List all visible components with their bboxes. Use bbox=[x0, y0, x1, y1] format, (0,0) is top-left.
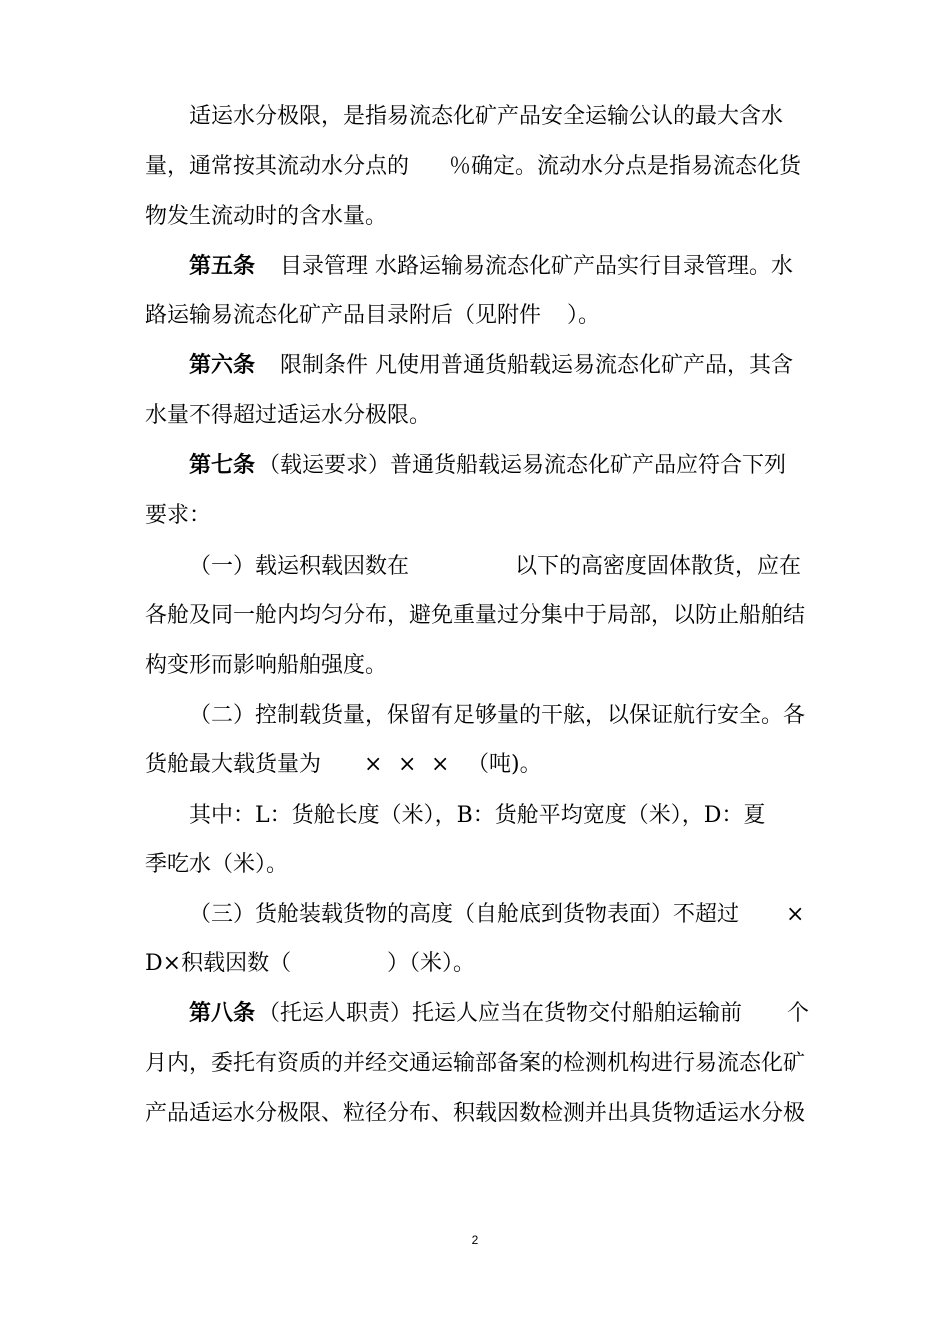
text-line bbox=[0, 147, 950, 187]
text-segment: 货舱最大载货量为 bbox=[145, 752, 322, 777]
text-line bbox=[0, 845, 950, 885]
text-segment: × bbox=[786, 902, 805, 927]
text-line bbox=[0, 346, 950, 386]
text-line bbox=[0, 696, 950, 736]
article-heading: 第六条 bbox=[189, 353, 256, 378]
text-segment: 适运水分极限，是指易流态化矿产品安全运输公认的最大含水 bbox=[189, 104, 784, 129]
article-heading: 第五条 bbox=[189, 254, 256, 279]
text-segment: × bbox=[431, 752, 450, 777]
text-line bbox=[0, 296, 950, 336]
text-segment: × bbox=[398, 752, 417, 777]
text-line bbox=[0, 496, 950, 536]
text-segment: （一）载运积载因数在 bbox=[189, 554, 410, 579]
text-segment: 个 bbox=[787, 1001, 810, 1026]
text-segment: （吨)。 bbox=[467, 752, 542, 777]
text-line bbox=[0, 197, 950, 237]
text-segment: （二）控制载货量，保留有足够量的干舷，以保证航行安全。各 bbox=[189, 703, 806, 728]
text-segment: ）（米）。 bbox=[387, 951, 476, 976]
text-segment: 量，通常按其流动水分点的 bbox=[145, 154, 410, 179]
text-segment: × bbox=[364, 752, 383, 777]
text-segment: D×积载因数（ bbox=[145, 951, 292, 976]
article-heading: 第七条 bbox=[189, 453, 256, 478]
text-line bbox=[0, 1094, 950, 1134]
text-line bbox=[0, 1044, 950, 1084]
text-segment: 要求： bbox=[145, 503, 212, 528]
text-line bbox=[0, 596, 950, 636]
text-line bbox=[0, 745, 950, 785]
text-line bbox=[0, 396, 950, 436]
text-segment: 物发生流动时的含水量。 bbox=[145, 204, 388, 229]
text-segment: 各舱及同一舱内均匀分布，避免重量过分集中于局部，以防止船舶结 bbox=[145, 603, 806, 628]
text-line bbox=[0, 646, 950, 686]
text-segment: （托运人职责）托运人应当在货物交付船舶运输前 bbox=[258, 1001, 743, 1026]
text-segment: 目录管理 水路运输易流态化矿产品实行目录管理。水 bbox=[280, 254, 793, 279]
page-number: 2 bbox=[471, 1233, 479, 1247]
text-segment: 其中：L：货舱长度（米），B：货舱平均宽度（米），D：夏 bbox=[189, 803, 766, 828]
text-line bbox=[0, 944, 950, 984]
text-segment: 以下的高密度固体散货，应在 bbox=[515, 554, 802, 579]
text-line bbox=[0, 547, 950, 587]
text-segment: 季吃水（米）。 bbox=[145, 852, 289, 877]
text-segment: 产品适运水分极限、粒径分布、积载因数检测并出具货物适运水分极 bbox=[145, 1101, 806, 1126]
text-line bbox=[0, 247, 950, 287]
text-line bbox=[0, 446, 950, 486]
text-line bbox=[0, 895, 950, 935]
text-line bbox=[0, 994, 950, 1034]
text-segment: （三）货舱装载货物的高度（自舱底到货物表面）不超过 bbox=[189, 902, 740, 927]
text-line bbox=[0, 796, 950, 836]
text-segment: 月内，委托有资质的并经交通运输部备案的检测机构进行易流态化矿 bbox=[145, 1051, 806, 1076]
article-heading: 第八条 bbox=[189, 1001, 256, 1026]
text-segment: 水量不得超过适运水分极限。 bbox=[145, 403, 432, 428]
text-segment: 限制条件 凡使用普通货船载运易流态化矿产品，其含 bbox=[280, 353, 793, 378]
text-segment: ）。 bbox=[567, 303, 601, 328]
text-segment: 构变形而影响船舶强度。 bbox=[145, 653, 388, 678]
text-segment: 路运输易流态化矿产品目录附后（见附件 bbox=[145, 303, 542, 328]
text-line bbox=[0, 97, 950, 137]
text-segment: （载运要求）普通货船载运易流态化矿产品应符合下列 bbox=[258, 453, 787, 478]
text-segment: ％确定。流动水分点是指易流态化货 bbox=[449, 154, 802, 179]
